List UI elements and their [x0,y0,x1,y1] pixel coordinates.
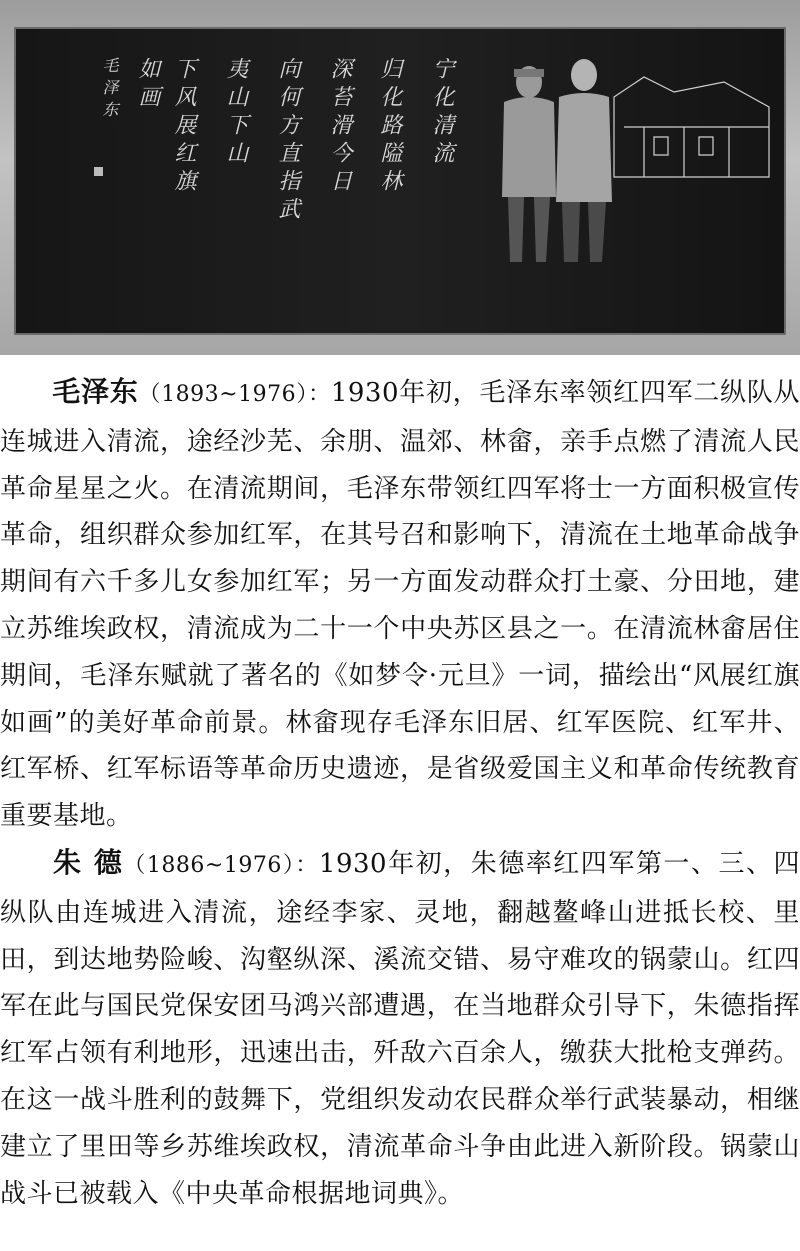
mao-paragraph [0,369,800,840]
calligraphy-col-5: 夷山下山 [223,57,248,169]
calligraphy-col-4: 向何方直指武 [275,57,300,225]
calligraphy-col-3: 深苔滑今日 [327,57,352,197]
calligraphy-signature: 毛泽东 [100,57,119,123]
seal-icon [94,167,103,176]
calligraphy-col-2: 归化路隘林 [377,57,402,197]
calligraphy-col-1: 宁化清流 [429,57,454,169]
stone-tablet [14,27,786,335]
zhu-paragraph [0,840,800,1217]
article [0,369,800,1217]
mao-name: 毛泽东 [52,375,139,408]
stele-photo [0,0,800,355]
zhu-years: （1886~1976）： [123,852,319,878]
calligraphy-col-7: 如画 [135,57,160,113]
zhu-name: 朱 德 [52,845,124,879]
mao-years: （1893~1976）： [138,382,331,407]
engraved-portraits [484,37,774,267]
mao-body: 1930年初，毛泽东率领红四军二纵队从连城进入清流，途经沙芜、余朋、温郊、林畲，亲手点燃了清流人民革命星星之火。在清流期间，毛泽东带领红四军将士一方面积极宣传革命，组织群众参加红军，在其号召和影响下，清流在土地革命战争期间有六千多儿女参加红军；另一方面发动群众打土豪、分田地，建立苏维埃政权，清流成为二十一个中央苏区县之一。在清流林畲居住期间，毛泽东赋就了著名的《如梦令·元旦》一词，描绘出“风展红旗如画”的美好革命前景。林畲现存毛泽东旧居、红军医院、红军井、红军桥、红军标语等革命历史遗迹，是省级爱国主义和革命传统教育重要基地。 [0,378,800,832]
zhu-body: 1930年初，朱德率红四军第一、三、四纵队由连城进入清流，途经李家、灵地，翻越鳌峰山进抵长校、里田，到达地势险峻、沟壑纵深、溪流交错、易守难攻的锅蒙山。红四军在此与国民党保安团马鸿兴部遭遇，在当地群众引导下，朱德指挥红军占领有利地形，迅速出击，歼敌六百余人，缴获大批枪支弹药。在这一战斗胜利的鼓舞下，党组织发动农民群众举行武装暴动，相继建立了里田等乡苏维埃政权，清流革命斗争由此进入新阶段。锅蒙山战斗已被载入《中央革命根据地词典》。 [0,848,800,1209]
calligraphy-col-6: 下风展红旗 [171,57,196,197]
